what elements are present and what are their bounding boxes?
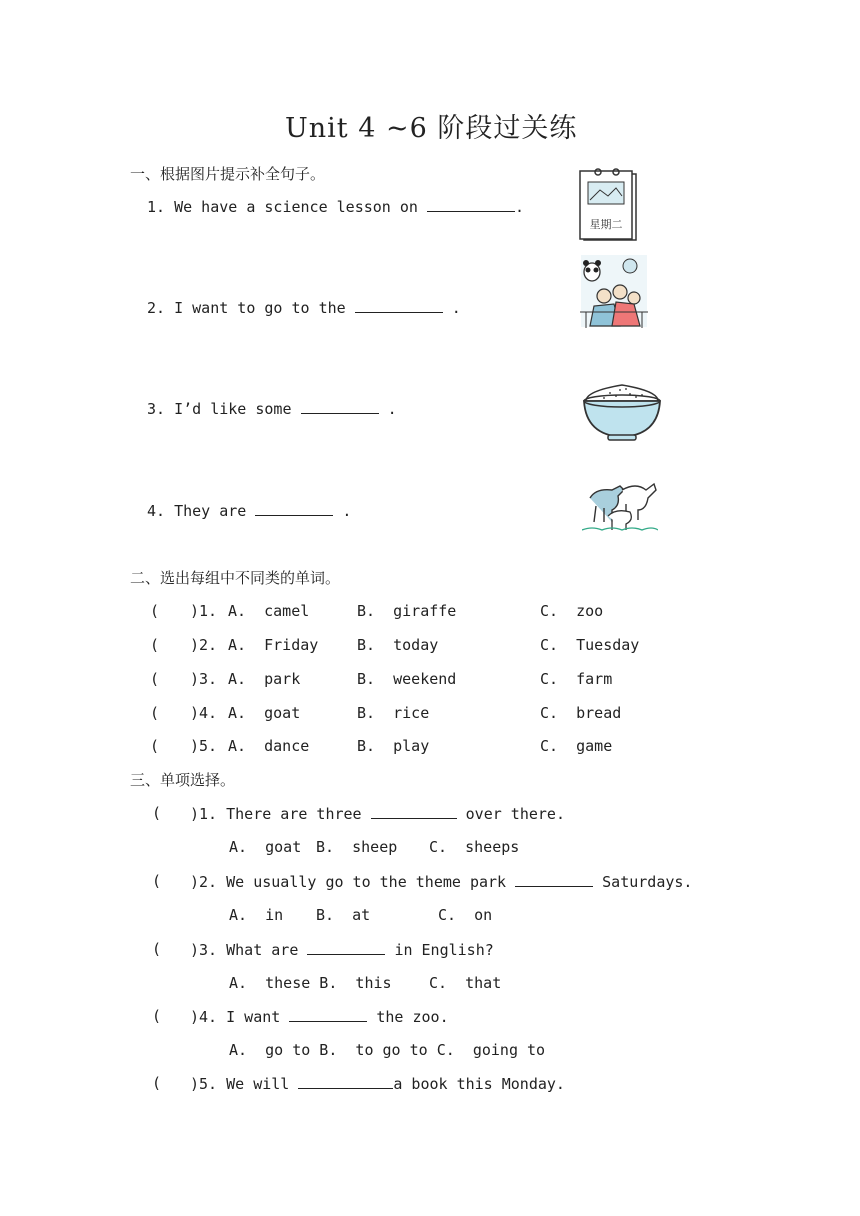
q-number: )5. (190, 737, 218, 755)
option-b: B. sheep (316, 838, 398, 856)
answer-blank[interactable] (427, 197, 515, 212)
option-a: A. dance (228, 737, 310, 755)
calendar-label: 星期二 (589, 218, 623, 231)
q-number: )1. (190, 805, 218, 823)
answer-blank[interactable] (301, 399, 379, 414)
s3-question-3 (190, 940, 494, 959)
q-end: a book this Monday. (393, 1075, 565, 1093)
q-number: )2. (190, 636, 218, 654)
option-a: A. in (229, 906, 284, 924)
section3-heading: 三、单项选择。 (130, 771, 236, 789)
q-text: We will (226, 1075, 290, 1093)
answer-blank[interactable] (371, 804, 457, 819)
q-text: I want (226, 1008, 281, 1026)
q-number: )2. (190, 873, 218, 891)
answer-blank[interactable] (515, 872, 593, 887)
q-number: )1. (190, 602, 218, 620)
q-end: Saturdays. (602, 873, 693, 891)
q-text: There are three (226, 805, 362, 823)
section2-heading: 二、选出每组中不同类的单词。 (130, 569, 341, 587)
option-c: C. Tuesday (540, 636, 640, 654)
q-number: 3. (147, 400, 166, 418)
option-a: A. Friday (228, 636, 319, 654)
answer-blank[interactable] (289, 1007, 367, 1022)
q-end: . (514, 198, 524, 216)
option-c: C. zoo (540, 602, 604, 620)
calendar-picture (578, 166, 640, 244)
answer-blank[interactable] (307, 940, 385, 955)
option-c: C. that (429, 974, 502, 992)
option-c: C. sheeps (429, 838, 520, 856)
answer-paren[interactable]: ( (150, 670, 160, 688)
q-text: I want to go to the (174, 299, 346, 317)
q-number: )3. (190, 670, 218, 688)
option-c: C. farm (540, 670, 613, 688)
option-b: B. play (357, 737, 430, 755)
s3-question-2 (190, 872, 692, 891)
s1-question-2 (147, 298, 461, 317)
option-a: A. goat (228, 704, 301, 722)
q-number: )4. (190, 704, 218, 722)
s1-question-3 (147, 399, 397, 418)
option-b: B. giraffe (357, 602, 457, 620)
answer-paren[interactable]: ( (152, 872, 162, 890)
s3-question-1 (190, 804, 565, 823)
q-end: . (387, 400, 397, 418)
option-a: A. these B. this (229, 974, 392, 992)
answer-paren[interactable]: ( (152, 940, 162, 958)
q-number: )4. (190, 1008, 218, 1026)
option-b: B. today (357, 636, 439, 654)
s1-question-4 (147, 501, 351, 520)
q-end: . (342, 502, 352, 520)
q-end: . (451, 299, 461, 317)
q-text: I’d like some (174, 400, 292, 418)
answer-blank[interactable] (355, 298, 443, 313)
option-b: B. at (316, 906, 371, 924)
q-number: 2. (147, 299, 166, 317)
option-a: A. goat (229, 838, 302, 856)
q-end: the zoo. (376, 1008, 449, 1026)
option-a: A. go to B. to go to C. going to (229, 1041, 546, 1059)
answer-paren[interactable]: ( (152, 1007, 162, 1025)
q-number: 1. (147, 198, 166, 216)
option-a: A. camel (228, 602, 310, 620)
zoo-visit-picture (580, 254, 648, 328)
q-number: 4. (147, 502, 166, 520)
q-number: )5. (190, 1075, 218, 1093)
option-c: C. bread (540, 704, 622, 722)
q-number: )3. (190, 941, 218, 959)
answer-paren[interactable]: ( (150, 636, 160, 654)
answer-blank[interactable] (298, 1074, 393, 1089)
option-a: A. park (228, 670, 301, 688)
answer-paren[interactable]: ( (152, 804, 162, 822)
q-end: in English? (394, 941, 494, 959)
q-text: We usually go to the theme park (226, 873, 507, 891)
option-b: B. weekend (357, 670, 457, 688)
rice-bowl-picture (580, 373, 664, 443)
option-b: B. rice (357, 704, 430, 722)
q-text: We have a science lesson on (174, 198, 418, 216)
s3-question-4 (190, 1007, 449, 1026)
answer-paren[interactable]: ( (150, 704, 160, 722)
answer-blank[interactable] (255, 501, 333, 516)
section1-heading: 一、根据图片提示补全句子。 (130, 165, 326, 183)
q-text: They are (174, 502, 247, 520)
option-c: C. game (540, 737, 613, 755)
answer-paren[interactable]: ( (152, 1074, 162, 1092)
horses-picture (582, 476, 658, 534)
option-c: C. on (438, 906, 493, 924)
q-end: over there. (465, 805, 565, 823)
s3-question-5 (190, 1074, 565, 1093)
s1-question-1 (147, 197, 524, 216)
answer-paren[interactable]: ( (150, 602, 160, 620)
q-text: What are (226, 941, 299, 959)
answer-paren[interactable]: ( (150, 737, 160, 755)
page-title: Unit 4 ~6 阶段过关练 (285, 113, 578, 144)
